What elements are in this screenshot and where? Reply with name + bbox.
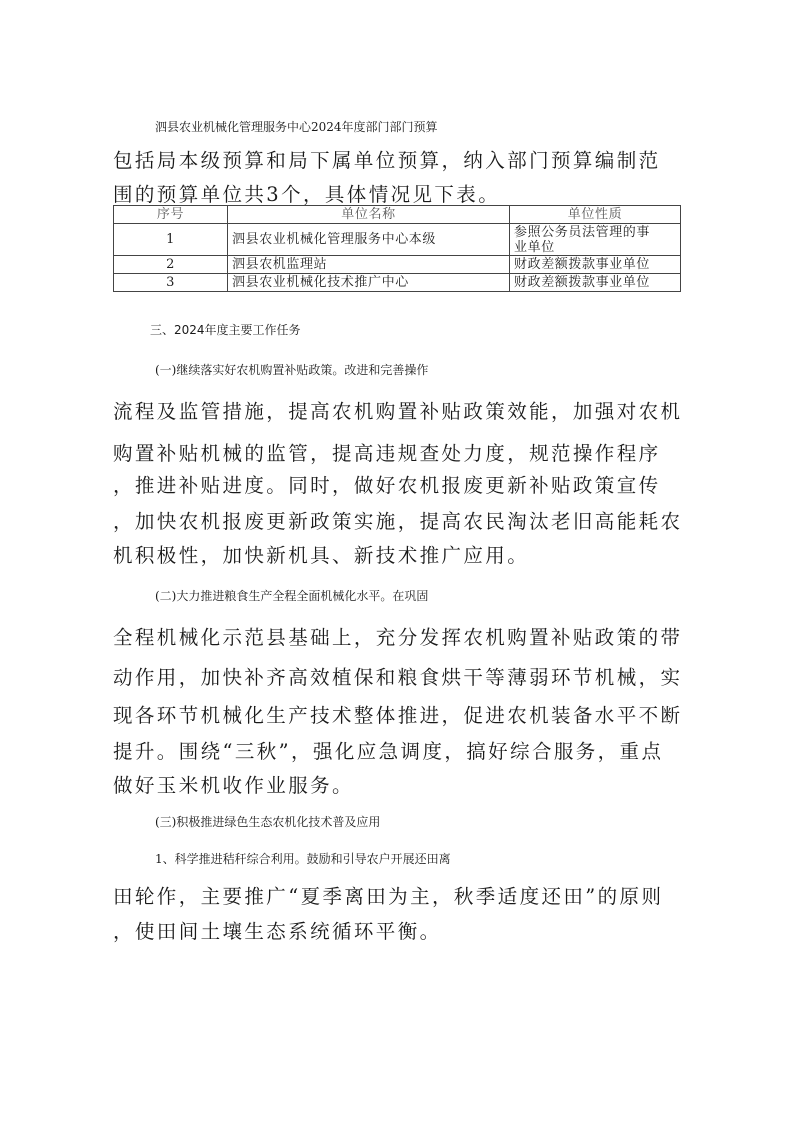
header-cell-no: 序号 <box>114 206 228 224</box>
intro-line: 围的预算单位共3个，具体情况见下表。 <box>113 183 501 206</box>
paragraph-line: 流程及监管措施，提高农机购置补贴政策效能，加强对农机 <box>113 400 683 423</box>
paragraph-line: (一)继续落实好农机购置补贴政策。改进和完善操作 <box>155 363 429 377</box>
paragraph-line: 提升。围绕“三秋”，强化应急调度，搞好综合服务，重点 <box>113 740 664 763</box>
cell-type-line: 业单位 <box>514 239 555 255</box>
cell-name: 泗县农业机械化管理服务中心本级 <box>228 224 510 256</box>
paragraph-line: 1、科学推进秸秆综合利用。鼓励和引导农户开展还田离 <box>155 852 451 866</box>
cell-no: 2 <box>114 256 228 274</box>
paragraph-line: 购置补贴机械的监管，提高违规查处力度，规范操作程序 <box>113 442 661 465</box>
section-heading: 三、2024年度主要工作任务 <box>150 323 301 337</box>
paragraph-line: 机积极性，加快新机具、新技术推广应用。 <box>113 544 530 567</box>
cell-type: 财政差额拨款事业单位 <box>510 256 681 274</box>
paragraph-line: (三)积极推进绿色生态农机化技术普及应用 <box>155 815 381 829</box>
paragraph-line: (二)大力推进粮食生产全程全面机械化水平。在巩固 <box>155 589 429 603</box>
paragraph-line: 现各环节机械化生产技术整体推进，促进农机装备水平不断 <box>113 704 683 727</box>
header-cell-name: 单位名称 <box>228 206 510 224</box>
paragraph-line: 动作用，加快补齐高效植保和粮食烘干等薄弱环节机械，实 <box>113 666 683 689</box>
intro-line: 泗县农业机械化管理服务中心2024年度部门部门预算 <box>155 120 438 134</box>
table-row <box>114 256 681 274</box>
cell-type-line: 参照公务员法管理的事 <box>514 224 651 240</box>
table-row <box>114 274 681 292</box>
cell-name: 泗县农机监理站 <box>228 256 510 274</box>
budget-units-table <box>113 205 681 292</box>
cell-type: 财政差额拨款事业单位 <box>510 274 681 292</box>
paragraph-line: 做好玉米机收作业服务。 <box>113 774 354 797</box>
table-header-row <box>114 206 681 224</box>
header-cell-type: 单位性质 <box>510 206 681 224</box>
intro-line: 包括局本级预算和局下属单位预算，纳入部门预算编制范 <box>113 149 661 172</box>
paragraph-line: ，推进补贴进度。同时，做好农机报废更新补贴政策宣传 <box>113 474 661 497</box>
paragraph-line: ，加快农机报废更新政策实施，提高农民淘汰老旧高能耗农 <box>113 510 683 533</box>
table-row <box>114 224 681 256</box>
cell-type <box>510 224 681 256</box>
cell-no: 3 <box>114 274 228 292</box>
paragraph-line: ，使田间土壤生态系统循环平衡。 <box>113 920 442 943</box>
cell-name: 泗县农业机械化技术推广中心 <box>228 274 510 292</box>
paragraph-line: 田轮作，主要推广“夏季离田为主，秋季适度还田”的原则 <box>113 885 664 908</box>
cell-no: 1 <box>114 224 228 256</box>
paragraph-line: 全程机械化示范县基础上，充分发挥农机购置补贴政策的带 <box>113 626 683 649</box>
